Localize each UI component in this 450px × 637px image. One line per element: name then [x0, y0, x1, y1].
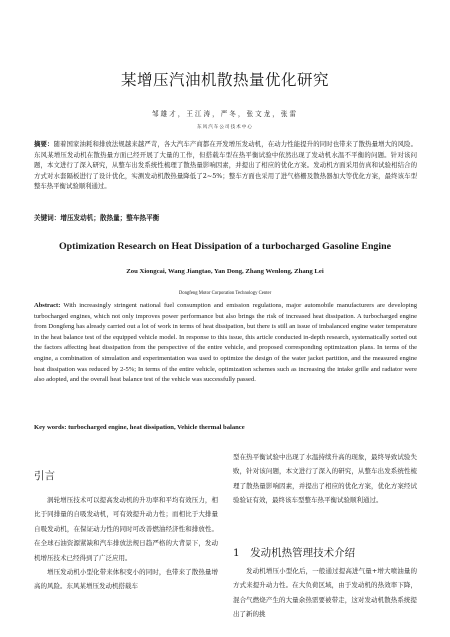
english-keywords-text: turbocharged engine, heat dissipation, Vehicle thermal balance — [68, 424, 245, 431]
section-1-heading: 1 发动机热管理技术介绍 — [233, 547, 356, 559]
chinese-keywords-label: 关键词： — [34, 214, 61, 222]
english-abstract-label: Abstract: — [34, 302, 61, 309]
chinese-keywords-text: 增压发动机；散热量；整车热平衡 — [60, 214, 160, 222]
english-authors: Zou Xiongcai, Wang Jiangtao, Yan Dong, Zhang Wenlong, Zhang Lei — [126, 268, 324, 275]
english-keywords-label: Key words: — [34, 424, 67, 431]
chinese-title: 某增压汽油机散热量优化研究 — [120, 71, 329, 89]
intro-paragraph-1: 涡轮增压技术可以提高发动机的升功率和平均有效压力，相比于同排量的自吸发动机，可有效提升动力性；而相比于大排量自吸发动机，在保证动力性的同时可改善燃油经济性和排放性。在全球石油资源紧缺和汽车排放法规日趋严格的大背景下，发动机增压技术已经得到了广泛应用。 — [34, 496, 218, 562]
chinese-abstract-text: 随着国家油耗和排放法规越来越严苛，各大汽车产商都在开发增压发动机，在动力性能提升的同时也带来了散热量增大的风险。东风某增压发动机在散热量方面已经开展了大量的工作，但搭载车型在热平衡试验中依然出现了发动机水温不平衡的问题。针对该问题，本文进行了深入研究，从整车出发系统性梳理了散热量影响因素，并提出了相应的优化方案。发动机方面采用仿真和试验相结合的方式对水套隔板进行了设计优化，实测发动机散热量降低了2~5%；整车方面也采用了进气格栅及散热器加大等优化方案，最终该车型整车热平衡试验顺利通过。 — [34, 140, 418, 191]
chinese-abstract — [34, 139, 417, 192]
right-column — [233, 450, 417, 508]
introduction-heading: 引言 — [34, 470, 55, 482]
chinese-keywords — [34, 212, 417, 222]
chinese-authors: 邹雄才，王江涛，严冬，张文龙，张雷 — [151, 110, 299, 118]
english-affiliation: Dongfeng Motor Corporation Technology Center — [178, 291, 272, 296]
english-abstract-text: With increasingly stringent national fuel consumption and emission regulations, major automobile manufacturers are developing turbocharged engines, which not only improves power performance but also brings the risk of increased heat dissipation. A turbocharged engine from Dongfeng has already carried out a lot of work in terms of heat dissipation, but there is still an issue of imbalanced engine water temperature in the heat balance test of the equipped vehicle model. In response to this issue, this article conducted in-depth research, systematically sorted out the factors affecting heat dissipation from the perspective of the entire vehicle, and proposed corresponding optimization plans. In terms of the engine, a combination of simulation and experimentation was used to optimize the design of the water jacket partition, and the measured engine heat dissipation was reduced by 2-5%; In terms of the entire vehicle, optimization schemes such as increasing the intake grille and radiator were also adopted, and the overall heat balance test of the vehicle was successfully passed. — [34, 302, 417, 384]
english-keywords — [34, 424, 417, 431]
english-abstract — [34, 301, 417, 386]
intro-paragraph-2: 增压发动机小型化带来体积变小的同时，也带来了散热量增高的风险。东风某增压发动机搭载车 — [34, 568, 218, 591]
section-1-paragraph-1: 发动机增压小型化后，一般通过提高进气量+增大喷油量的方式来提升动力性。在大负荷区域，由于发动机的热效率下降，混合气燃烧产生的大量余热需要被带走，这对发动机散热系统提出了新的挑 — [233, 567, 417, 619]
left-column — [34, 493, 218, 594]
intro-continued-paragraph: 型在热平衡试验中出现了水温持续升高的现象，最终导致试验失败，针对该问题，本文进行了深入的研究，从整车出发系统性梳理了散热量影响因素，并提出了相应的优化方案，优化方案经试验验证有效，最终该车型整车热平衡试验顺利通过。 — [233, 453, 417, 505]
chinese-abstract-label: 摘要： — [34, 140, 54, 148]
section-1-body — [233, 564, 417, 622]
english-title: Optimization Research on Heat Dissipation of a turbocharged Gasoline Engine — [58, 241, 391, 252]
chinese-affiliation: 东风汽车公司技术中心 — [197, 125, 253, 130]
